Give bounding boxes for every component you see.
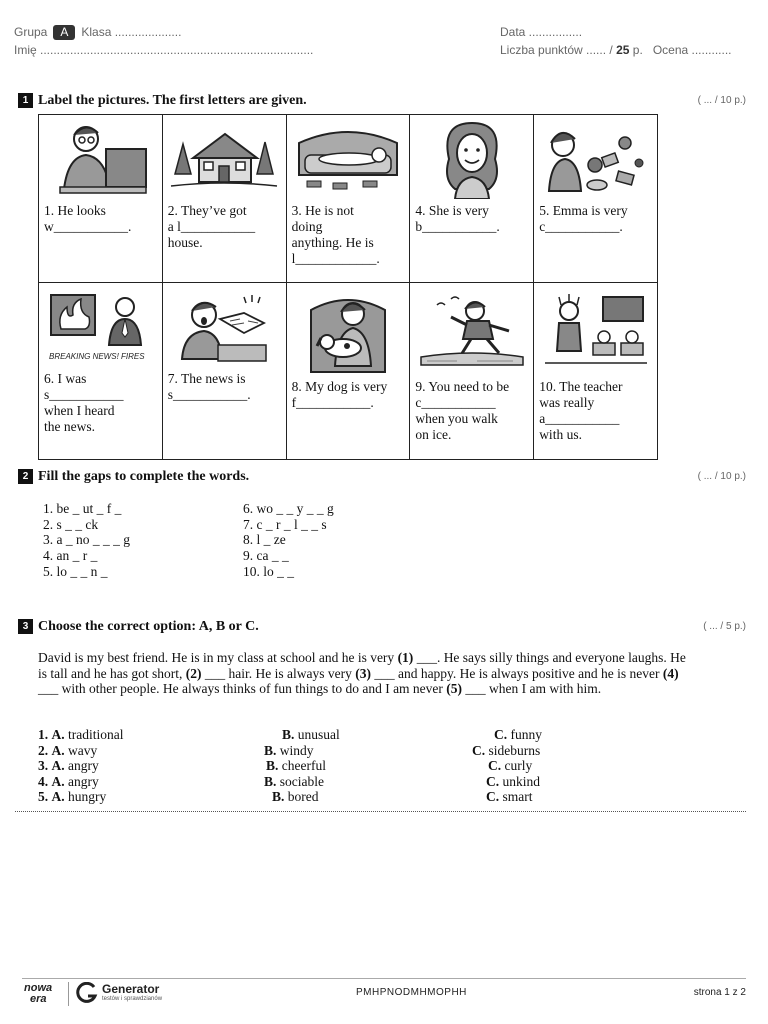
option-letter: B. [272,789,285,805]
section-title-text: Choose the correct option: A, B or C. [38,619,259,634]
section-number: 3 [18,619,33,634]
gap-words-right [243,501,334,580]
caption-line: when you walk [415,411,498,427]
passage-text: ___ hair. He is always very [201,665,356,681]
option-c: sideburns [488,742,541,758]
house-icon [163,115,286,203]
option-letter: C. [486,789,500,805]
caption-line: a l___________ [167,219,256,234]
option-a: traditional [68,727,124,742]
footer-logo-divider [68,982,69,1006]
gap-marker: (1) [397,650,414,665]
fire-news-icon [39,283,162,371]
section-2-title [18,469,249,485]
caption-line: c___________ [415,395,496,411]
option-letter: A. [51,758,65,774]
option-letter: A. [51,789,65,805]
caption-line: on ice. [415,427,452,443]
caption-line: with us. [539,427,582,443]
nowa-era-logo [24,983,52,1005]
option-row [38,789,678,805]
group-label: Grupa [14,25,48,39]
caption-line: 3. He is not [291,203,354,218]
caption-line: 9. You need to be [415,379,510,395]
group-badge: A [53,25,75,40]
messy-girl-icon [534,115,657,203]
passage-text: ___ and happy. He is always positive and he is never [370,665,663,681]
picture-cell [286,115,410,283]
slipping-on-ice-icon [410,283,533,379]
option-letter: A. [51,773,65,789]
woman-with-dog-icon [287,283,410,379]
section-title-text: Label the pictures. The first letters are given. [38,93,307,108]
generator-subtitle: testów i sprawdzianów [102,996,163,1002]
caption-line: 10. The teacher [539,379,623,395]
option-a: angry [68,758,99,774]
option-b: windy [279,742,314,758]
section-3-points: ( ... / 5 p.) [703,621,746,632]
passage-text: ___ with other people. He always thinks of fun things to do and I am never [38,681,447,696]
gap-word: 4. an _ r _ [43,548,98,564]
picture-cell [162,283,286,460]
option-number: 2. [38,742,49,758]
caption-line: 1. He looks [44,203,106,218]
caption-line: anything. He is [291,235,374,250]
option-letter: B. [266,758,279,774]
date-field: Data ................ [500,25,583,39]
newspaper-reader-icon [163,283,286,371]
option-a: hungry [68,789,107,805]
gap-word: 3. a _ no _ _ _ g [43,532,130,548]
points-field [500,43,732,57]
option-c: smart [502,789,533,805]
points-total: 25 [616,43,630,57]
caption-line: b___________. [415,219,500,234]
points-unit: p. [632,43,643,57]
option-number: 3. [38,758,49,774]
option-number: 1. [38,727,49,742]
section-title-text: Fill the gaps to complete the words. [38,469,250,484]
option-letter: C. [488,758,502,774]
gap-word: 9. ca _ _ [243,548,289,564]
gap-word: 5. lo _ _ n _ [43,563,108,579]
caption-line: l____________. [291,251,380,266]
option-b: cheerful [281,758,326,774]
option-row [38,758,678,774]
caption-line: when I heard [44,403,115,419]
gap-word: 7. c _ r _ l _ _ s [243,516,327,532]
picture-cell [410,283,534,460]
caption-line: a___________ [539,411,620,427]
breaking-news-caption: BREAKING NEWS! FIRES [49,352,145,362]
picture-cell [286,283,410,460]
generator-title: Generator [102,982,160,996]
option-letter: C. [494,727,508,742]
section-1-points: ( ... / 10 p.) [697,95,746,106]
dotted-separator [15,811,746,812]
section-1-title [18,93,307,109]
option-letter: B. [264,773,277,789]
test-code: PMHPNODMHMOPHH [356,987,467,998]
caption-line: 7. The news is [167,371,246,387]
option-row [38,743,678,759]
caption-line: the news. [44,419,95,435]
gap-marker: (3) [355,665,371,681]
caption-line: w___________. [44,219,132,234]
picture-cell [39,283,163,460]
passage-text: ___. He says silly things and everyone laughs. He is tall and he has got short, [38,650,686,681]
gap-marker: (5) [446,681,463,696]
option-c: funny [510,727,542,742]
logo-text: era [30,993,47,1005]
caption-line: 6. I was [44,371,87,387]
option-letter: C. [486,773,500,789]
caption-line: 8. My dog is very [291,379,388,395]
caption-line: 5. Emma is very [539,203,628,218]
teacher-classroom-icon [534,283,657,379]
picture-cell [534,283,658,460]
option-letter: B. [264,742,277,758]
option-letter: A. [51,742,65,758]
picture-cell [534,115,658,283]
gap-marker: (2) [185,665,202,681]
page-number: strona 1 z 2 [693,987,746,998]
options-list [38,727,678,805]
caption-line: s___________ [44,387,124,403]
caption-line: 4. She is very [415,203,489,218]
option-row [38,727,678,743]
caption-line: 2. They’ve got [167,203,247,218]
option-letter: A. [51,727,65,742]
passage-text: ___ when I am with him. [462,681,602,696]
section-number: 2 [18,469,33,484]
name-field: Imię .................................................................................. [14,43,314,57]
option-b: unusual [297,727,340,742]
class-field: Klasa .................... [81,25,182,39]
picture-cell [410,115,534,283]
caption-line: doing [291,219,323,234]
gap-word: 2. s _ _ ck [43,516,99,532]
smiling-woman-icon [410,115,533,203]
option-number: 4. [38,773,49,789]
man-at-laptop-icon [39,115,162,203]
caption-line: f___________. [291,395,374,411]
option-c: curly [504,758,533,774]
grade-field: Ocena ............ [652,43,732,57]
picture-cell [39,115,163,283]
group-field [14,25,181,40]
caption-line: was really [539,395,595,411]
logo-text: nowa [24,982,53,994]
caption-line: s___________. [167,387,251,403]
picture-table [38,114,658,460]
gap-words-left [43,501,130,580]
passage-text: David is my best friend. He is in my class at school and he is very [38,650,398,665]
option-letter: C. [472,742,486,758]
lying-on-sofa-icon [287,115,410,203]
option-c: unkind [502,773,541,789]
caption-line: c___________. [539,219,623,234]
caption-line: house. [167,235,203,250]
gap-word: 10. lo _ _ [243,563,295,579]
option-letter: B. [282,727,295,742]
option-row [38,774,678,790]
picture-cell [162,115,286,283]
gap-word: 8. l _ ze [243,532,286,548]
option-b: bored [287,789,319,805]
reading-passage [38,650,688,697]
section-2-points: ( ... / 10 p.) [697,471,746,482]
gap-word: 1. be _ ut _ f _ [43,501,122,516]
section-number: 1 [18,93,33,108]
option-a: wavy [68,742,98,758]
gap-marker: (4) [662,665,679,681]
points-label: Liczba punktów ...... / [500,43,613,57]
option-a: angry [68,773,99,789]
footer-rule [22,978,746,979]
option-number: 5. [38,789,49,805]
option-b: sociable [279,773,324,789]
generator-g-icon [76,982,98,1004]
section-3-title [18,619,259,635]
gap-word: 6. wo _ _ y _ _ g [243,501,334,516]
